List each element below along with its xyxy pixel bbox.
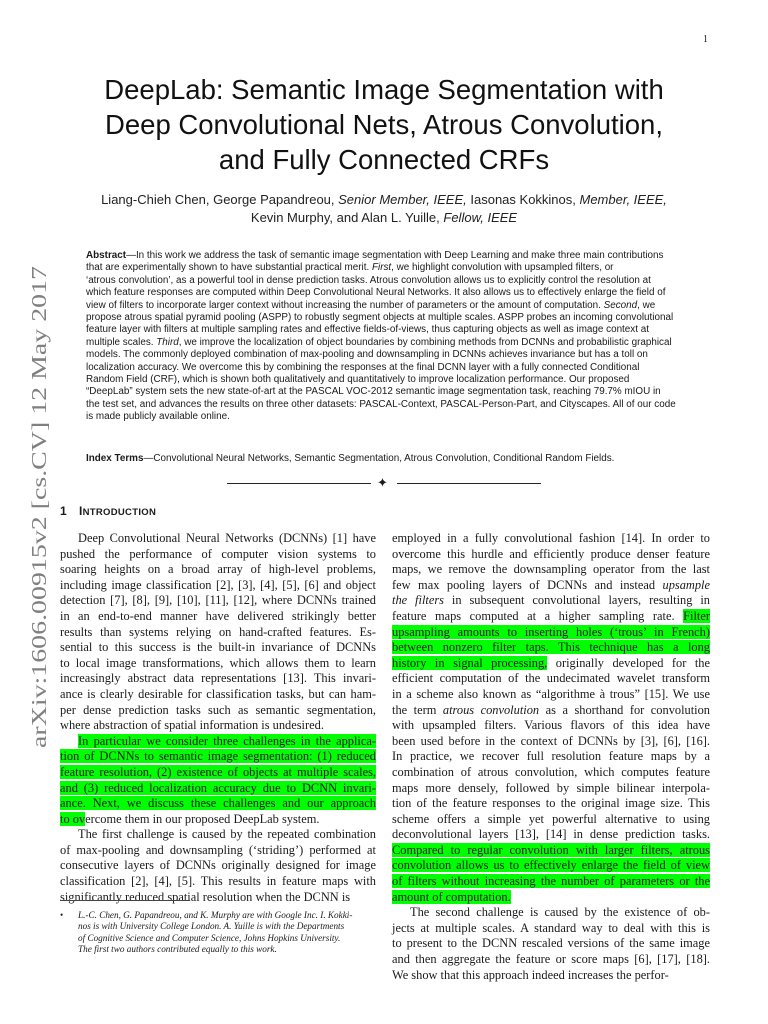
body-text-line: in a scheme also known as “algorithme à trous” [15]. We use	[392, 686, 710, 701]
footnote-rule	[60, 900, 190, 901]
body-text-line: results than systems relying on hand-crafted features. Es-	[60, 624, 376, 639]
body-text-line: in an end-to-end manner have delivered strikingly better	[60, 608, 376, 623]
title-line: DeepLab: Semantic Image Segmentation with	[104, 74, 664, 105]
footnote-line: L.-C. Chen, G. Papandreou, and K. Murphy are with Google Inc. I. Kokki-	[78, 910, 353, 920]
body-text-line	[60, 796, 376, 812]
highlighted-text: Compared to regular convolution with larger filters, atrous	[392, 842, 710, 857]
abstract-line: multiple scales. Third, we improve the localization of object boundaries by combining methods from DCNNs and probabilistic graphical	[86, 336, 672, 348]
highlighted-text: convolution allows us to effectively enlarge the field of view	[392, 858, 710, 873]
abstract-line: models. The commonly deployed combination of max-pooling and downsampling in DCNNs achieves invariance but has a toll on	[86, 349, 648, 361]
body-text-line	[392, 858, 710, 874]
body-text-line: been used before in the context of DCNNs by [3], [6], [16].	[392, 733, 710, 748]
body-text-line: The second challenge is caused by the existence of ob-	[410, 905, 710, 920]
left-column	[60, 531, 376, 905]
highlighted-text: Filter	[683, 608, 710, 623]
body-text-line: increasingly abstract data representations [13]. This invari-	[60, 671, 376, 686]
body-text-line	[392, 890, 710, 906]
body-text-line: tion of the feature responses to the original image size. This	[392, 796, 710, 811]
body-text-line: to overcome them in our proposed DeepLab system.	[60, 811, 320, 826]
highlighted-text: and (3) reduced localization accuracy due to DCNN invari-	[60, 780, 376, 795]
section-title: INTRODUCTION	[78, 504, 157, 518]
author-list	[40, 191, 728, 227]
body-text-line: and then aggregate the feature or score maps [6], [17], [18].	[392, 952, 710, 967]
abstract	[86, 250, 686, 424]
body-text-line: jects at multiple scales. A standard way to deal with this is	[392, 920, 710, 935]
body-text-line: classification [2], [4], [5]. This results in feature maps with	[60, 874, 376, 889]
footnote-line: of Cognitive Science and Computer Science, Johns Hopkins University.	[78, 932, 341, 943]
body-text-line: overcome this hurdle and efficiently produce denser feature	[392, 546, 710, 561]
body-text-line	[392, 640, 710, 656]
footnote-bullet: •	[60, 910, 64, 920]
body-text-line: ance is clearly desirable for classification tasks, but can ham-	[60, 686, 376, 701]
abstract-line: that are experimentally shown to have substantial practical merit. First, we highlight convolution with upsampled filters, or	[86, 262, 614, 274]
section-heading-introduction	[60, 504, 156, 518]
footnote-line: The first two authors contributed equally to this work.	[78, 944, 277, 955]
body-text-line: deconvolutional layers [13], [14] in dense prediction tasks.	[392, 827, 710, 842]
highlighted-text: upsampling amounts to inserting holes (‘trous’ in French)	[392, 624, 710, 639]
section-divider	[227, 478, 541, 490]
body-text-line: employed in a fully convolutional fashion [14]. In order to	[392, 531, 710, 545]
body-text-line: efficient computation of the undecimated wavelet transform	[392, 671, 710, 686]
title-line: Deep Convolutional Nets, Atrous Convolution,	[105, 109, 663, 140]
abstract-line: feature layer with filters at multiple sampling rates and effective fields-of-views, thus capturing objects as well as image context at	[86, 324, 649, 336]
index-terms	[86, 452, 686, 465]
body-text-line: In practice, we recover full resolution feature maps by a	[392, 749, 710, 764]
body-text-line	[392, 843, 710, 859]
arxiv-stamp-text: arXiv:1606.00915v2 [cs.CV] 12 May 2017	[27, 385, 51, 748]
page-number: 1	[703, 34, 708, 45]
body-text-line: maps, we remove the downsampling operator from the last	[392, 562, 710, 577]
highlighted-text: history in signal processing,	[392, 655, 548, 670]
highlighted-text: In particular we consider three challenges in the applica-	[78, 733, 376, 748]
body-text-line: significantly reduced spatial resolution when the DCNN is	[60, 889, 351, 904]
body-text-line: feature maps computed at a higher sampling rate. Filter	[392, 608, 710, 623]
abstract-line: ‘atrous convolution’, as a powerful tool in dense prediction tasks. Atrous convolution allows us to explicitly control the resolution at	[86, 274, 651, 286]
body-text-line: including image classification [2], [3], [4], [5], [6] and object	[60, 577, 376, 592]
body-text-line: combination of atrous convolution, which computes feature	[392, 764, 710, 779]
body-text-line: detection [7], [8], [9], [10], [11], [12], where DCNNs trained	[60, 593, 376, 608]
body-text-line	[60, 749, 376, 765]
body-text-line: few max pooling layers of DCNNs and instead upsample	[392, 577, 710, 592]
paper-title	[40, 72, 728, 177]
divider-diamond-icon: ✦	[377, 476, 388, 491]
body-text-line: pushed the performance of computer vision systems to	[60, 546, 376, 561]
highlighted-text: ance. Next, we discuss these challenges and our approach	[60, 796, 376, 811]
abstract-line: Abstract—In this work we address the task of semantic image segmentation with Deep Learning and make three main contributions	[86, 250, 664, 261]
abstract-line: is made publicly available online.	[86, 411, 230, 423]
abstract-line: view of filters to incorporate larger context without increasing the number of parameters or the amount of computation. Second, we	[86, 299, 656, 311]
abstract-line: the test set, and advances the results on three other datasets: PASCAL-Context, PASCAL-Person-Part, and Cityscapes. All of our code	[86, 398, 676, 410]
index-terms-text: —Convolutional Neural Networks, Semantic Segmentation, Atrous Convolution, Conditional Random Fields.	[143, 453, 615, 464]
abstract-line: Random Field (CRF), which is shown both qualitatively and quantitatively to improve localization performance. Our proposed	[86, 374, 630, 386]
divider-line-right	[397, 483, 541, 484]
body-text-line: with upsampled filters. Various flavors of this idea have	[392, 718, 710, 733]
abstract-line: propose atrous spatial pyramid pooling (ASPP) to robustly segment objects at multiple scales. ASPP probes an incoming convolutional	[86, 312, 674, 324]
body-text-line: to present to the DCNN rescaled versions of the same image	[392, 936, 710, 951]
body-text-line: maps more densely, followed by simple bilinear interpola-	[392, 780, 710, 795]
author-line: Liang-Chieh Chen, George Papandreou, Senior Member, IEEE, Iasonas Kokkinos, Member, IEEE,	[101, 192, 667, 207]
body-text-line: per dense prediction tasks such as semantic segmentation,	[60, 702, 376, 717]
body-text-line	[60, 765, 376, 781]
body-text-line	[392, 625, 710, 641]
body-text-line	[60, 781, 376, 797]
body-text-line	[392, 874, 710, 890]
body-text-line: consecutive layers of DCNNs originally designed for image	[60, 858, 376, 873]
abstract-line: “DeepLab” system sets the new state-of-art at the PASCAL VOC-2012 semantic image segmentation task, reaching 79.7% mIOU in	[86, 386, 661, 398]
body-text-line: to local image transformations, which allows them to learn	[60, 655, 376, 670]
body-text-line: history in signal processing, originally developed for the	[392, 655, 710, 670]
arxiv-stamp	[10, 262, 60, 752]
body-text-line: We show that this approach indeed increases the perfor-	[392, 967, 669, 982]
body-text-line: where abstraction of spatial information is undesired.	[60, 718, 324, 733]
author-line: Kevin Murphy, and Alan L. Yuille, Fellow, IEEE	[250, 210, 518, 225]
highlighted-text: to ov	[60, 811, 86, 826]
body-text-line: soaring heights on a broad array of high-level problems,	[60, 562, 376, 577]
footnote-line: nos is with University College London. A. Yuille is with the Departments	[78, 921, 345, 932]
body-text-line: scheme offers a simple yet powerful alternative to using	[392, 811, 710, 826]
affiliation-footnote	[60, 910, 378, 956]
index-terms-label: Index Terms	[86, 453, 144, 464]
highlighted-text: amount of computation.	[392, 889, 511, 904]
highlighted-text: tion of DCNNs to semantic image segmentation: (1) reduced	[60, 749, 376, 764]
body-text-line: The first challenge is caused by the repeated combination	[78, 827, 376, 842]
highlighted-text: feature resolution, (2) existence of objects at multiple scales,	[60, 764, 376, 779]
divider-line-left	[227, 483, 371, 484]
abstract-line: which feature responses are computed within Deep Convolutional Neural Networks. It also allows us to effectively enlarge the field of	[86, 287, 666, 299]
abstract-line: localization accuracy. We overcome this by combining the responses at the final DCNN layer with a fully connected Conditional	[86, 361, 640, 373]
highlighted-text: between nonzero filter taps. This technique has a long	[392, 640, 710, 655]
body-text-line: the filters in subsequent convolutional layers, resulting in	[392, 593, 710, 608]
body-text-line: of max-pooling and downsampling (‘striding’) performed at	[60, 842, 376, 857]
section-number: 1	[60, 504, 67, 518]
right-column	[392, 531, 710, 983]
body-text-line	[60, 734, 376, 750]
highlighted-text: of filters without increasing the number of parameters or the	[392, 874, 710, 889]
body-text-line: the term atrous convolution as a shorthand for convolution	[392, 702, 710, 717]
body-text-line: sential to this success is the built-in invariance of DCNNs	[60, 640, 376, 655]
body-text-line: Deep Convolutional Neural Networks (DCNNs) [1] have	[78, 531, 376, 545]
title-line: and Fully Connected CRFs	[218, 144, 550, 175]
